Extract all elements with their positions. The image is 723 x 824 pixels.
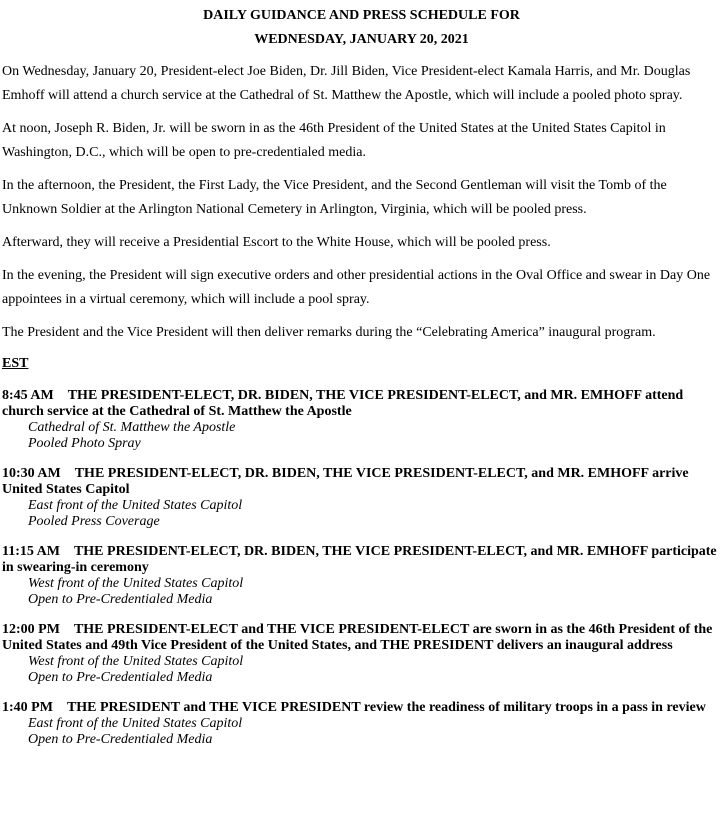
event-time: 1:40 PM [2,700,53,715]
schedule-event [2,700,721,748]
event-heading [2,544,721,576]
event-heading [2,388,721,420]
timezone-heading: EST [2,356,29,371]
event-description: THE PRESIDENT-ELECT, DR. BIDEN, THE VICE PRESIDENT-ELECT, and MR. EMHOFF attend church service at the Cathedral of St. Matthew the Apostle [2,388,684,419]
event-description: THE PRESIDENT-ELECT, DR. BIDEN, THE VICE PRESIDENT-ELECT, and MR. EMHOFF arrive United States Capitol [2,466,689,497]
title-line-2: WEDNESDAY, JANUARY 20, 2021 [254,32,469,47]
event-location: West front of the United States Capitol [28,576,244,591]
event-description: THE PRESIDENT-ELECT and THE VICE PRESIDENT-ELECT are sworn in as the 46th President of the United States and 49th Vice President of the United States, and THE PRESIDENT delivers an inaugural address [2,622,713,653]
event-time: 12:00 PM [2,622,60,637]
event-location: East front of the United States Capitol [28,716,243,731]
paragraph-executive-orders: In the evening, the President will sign executive orders and other presidential actions in the Oval Office and swear in Day One appointees in a virtual ceremony, which will include a pool spray. [2,268,711,307]
event-heading [2,466,721,498]
event-coverage: Pooled Press Coverage [28,514,160,529]
event-location: East front of the United States Capitol [28,498,243,513]
event-time: 11:15 AM [2,544,60,559]
paragraph-swearing-in: At noon, Joseph R. Biden, Jr. will be sworn in as the 46th President of the United States at the United States Capitol in Washington, D.C., which will be open to pre-credentialed media. [2,121,666,160]
schedule-event [2,388,721,452]
event-coverage: Open to Pre-Credentialed Media [28,592,213,607]
event-location: West front of the United States Capitol [28,654,244,669]
paragraph-celebrating-america: The President and the Vice President will then deliver remarks during the “Celebrating America” inaugural program. [2,325,656,340]
event-description: THE PRESIDENT and THE VICE PRESIDENT review the readiness of military troops in a pass in review [66,700,706,715]
event-time: 8:45 AM [2,388,54,403]
title-line-1: DAILY GUIDANCE AND PRESS SCHEDULE FOR [203,8,520,23]
schedule-event [2,622,721,686]
schedule-event [2,544,721,608]
event-coverage: Open to Pre-Credentialed Media [28,732,213,747]
event-coverage: Pooled Photo Spray [28,436,141,451]
event-heading [2,622,721,654]
event-coverage: Open to Pre-Credentialed Media [28,670,213,685]
schedule-event [2,466,721,530]
event-time: 10:30 AM [2,466,61,481]
paragraph-church-service: On Wednesday, January 20, President-elect Joe Biden, Dr. Jill Biden, Vice President-elect Kamala Harris, and Mr. Douglas Emhoff will attend a church service at the Cathedral of St. Matthew the Apostle, which will include a pooled photo spray. [2,64,691,103]
event-description: THE PRESIDENT-ELECT, DR. BIDEN, THE VICE PRESIDENT-ELECT, and MR. EMHOFF participate in swearing-in ceremony [2,544,717,575]
paragraph-presidential-escort: Afterward, they will receive a Presidential Escort to the White House, which will be pooled press. [2,235,551,250]
document-title [2,4,721,52]
event-heading [2,700,721,716]
paragraph-arlington-visit: In the afternoon, the President, the First Lady, the Vice President, and the Second Gentleman will visit the Tomb of the Unknown Soldier at the Arlington National Cemetery in Arlington, Virginia, which will be pooled press. [2,178,667,217]
event-location: Cathedral of St. Matthew the Apostle [28,420,236,435]
